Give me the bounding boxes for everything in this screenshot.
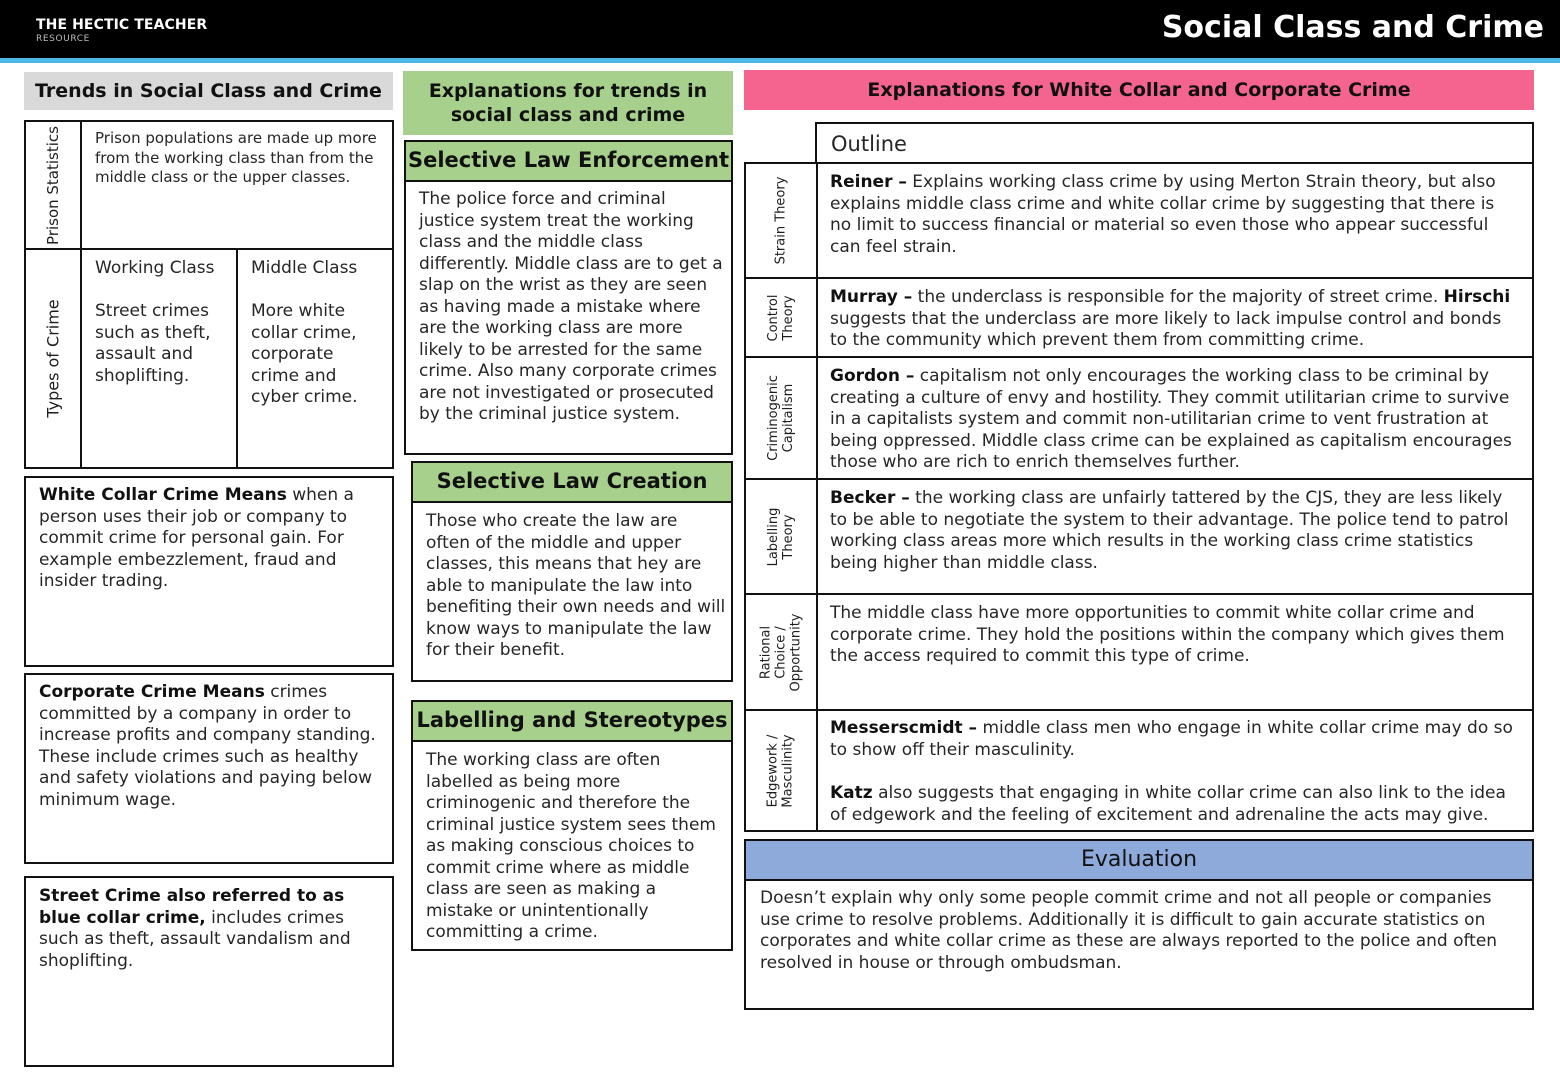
strain-theory-text: Reiner – Explains working class crime by using Merton Strain theory, but also explains middle class crime and white collar crime by suggesting that there is no limit to success financial or material so even those who appear successful can feel strain.	[830, 172, 1496, 257]
criminogenic-capitalism-text: Gordon – capitalism not only encourages the working class to be criminal by creating a culture of envy and hostility. They commit utilitarian crime to survive in a capitalists system and commit non-utilitarian crime to vent frustration at being oppressed. Middle class crime can be explained as capitalism encourages those who are rich to enrich themselves further.	[830, 366, 1512, 472]
corporate-crime-term: Corporate Crime Means	[39, 682, 265, 702]
street-crime-term: Street Crime also referred to as blue collar crime,	[39, 886, 345, 928]
working-class-text: Street crimes such as theft, assault and shoplifting.	[95, 301, 211, 386]
criminogenic-capitalism-label: Criminogenic Capitalism	[766, 375, 797, 461]
labelling-stereotypes-box	[411, 740, 733, 951]
header-accent-line	[0, 58, 1560, 63]
control-theory-text: Murray – the underclass is responsible for the majority of street crime. Hirschi suggests that the underclass are more likely to lack impulse control and bonds to the community which prevent them from committing crime.	[830, 287, 1511, 350]
selective-law-enforcement-box	[404, 180, 733, 455]
selective-law-creation-title: Selective Law Creation	[411, 461, 733, 503]
selective-law-enforcement-text: The police force and criminal justice system treat the working class and the middle class differently. Middle class are to get a slap on the wrist as they are seen as having made a mistake where are the working class are more likely to be arrested for the same crime. Also many corporate crimes are not investigated or prosecuted by the criminal justice system.	[419, 189, 723, 424]
types-of-crime-label: Types of Crime	[43, 299, 63, 418]
street-crime-text: includes crimes such as theft, assault vandalism and shoplifting.	[39, 907, 351, 971]
outline-header	[815, 122, 1534, 164]
white-collar-term: White Collar Crime Means	[39, 485, 287, 505]
edgework-masculinity-text-2: Katz also suggests that engaging in white collar crime can also link to the idea of edgework and the feeling of excitement and adrenaline the acts may give.	[830, 783, 1506, 825]
rational-choice-text: The middle class have more opportunities to commit white collar crime and corporate crime. They hold the positions within the company which gives them the access required to commit this type of crime.	[830, 603, 1505, 666]
brand-name: THE HECTIC TEACHER	[36, 17, 208, 33]
control-theory-label: Control Theory	[766, 294, 796, 341]
selective-law-enforcement-title: Selective Law Enforcement	[404, 140, 733, 182]
selective-law-creation-box	[411, 501, 733, 682]
theory-table	[744, 162, 1534, 832]
edgework-masculinity-text: Messerscmidt – middle class men who engage in white collar crime may do so to show off their masculinity.	[830, 718, 1513, 760]
outline-label: Outline	[831, 132, 907, 156]
working-class-title: Working Class	[95, 258, 215, 278]
labelling-theory-text: Becker – the working class are unfairly tattered by the CJS, they are less likely to be able to negotiate the system to their advantage. The police tend to patrol working class areas more which results in the working class crime statistics being higher than middle class.	[830, 488, 1509, 573]
edgework-masculinity-label: Edgework / Masculinity	[766, 733, 797, 808]
strain-theory-label: Strain Theory	[773, 176, 789, 265]
prison-statistics-text: Prison populations are made up more from the working class than from the middle class or the upper classes.	[95, 129, 377, 186]
trends-table	[24, 120, 394, 469]
prison-statistics-label: Prison Statistics	[43, 125, 62, 245]
brand-logo	[36, 17, 207, 45]
middle-class-text: More white collar crime, corporate crime and cyber crime.	[251, 301, 358, 407]
white-collar-heading: Explanations for White Collar and Corporate Crime	[744, 70, 1534, 110]
labelling-theory-label: Labelling Theory	[766, 507, 796, 566]
explanations-heading: Explanations for trends in social class and crime	[403, 71, 733, 135]
labelling-stereotypes-title: Labelling and Stereotypes	[411, 700, 733, 742]
labelling-stereotypes-text: The working class are often labelled as being more criminogenic and therefore the criminal justice system sees them as making conscious choices to commit crime where as middle class are seen as making a mistake or unintentionally committing a crime.	[426, 750, 716, 942]
middle-class-title: Middle Class	[251, 258, 358, 278]
corporate-crime-definition	[24, 673, 394, 864]
selective-law-creation-text: Those who create the law are often of the middle and upper classes, this means that hey are able to manipulate the law into benefiting their own needs and will know ways to manipulate the law for their benefit.	[426, 511, 726, 660]
evaluation-box	[744, 879, 1534, 1010]
corporate-crime-text: crimes committed by a company in order to increase profits and company standing. These include crimes such as healthy and safety violations and paying below minimum wage.	[39, 682, 376, 810]
evaluation-heading: Evaluation	[744, 839, 1534, 881]
page-title: Social Class and Crime	[1161, 10, 1544, 45]
trends-heading: Trends in Social Class and Crime	[24, 72, 393, 110]
brand-sub: RESOURCE	[36, 34, 90, 44]
rational-choice-label: Rational Choice / Opportunity	[758, 612, 804, 692]
white-collar-text: when a person uses their job or company to commit crime for personal gain. For example embezzlement, fraud and insider trading.	[39, 485, 354, 591]
header-bar	[0, 0, 1560, 58]
street-crime-definition	[24, 876, 394, 1067]
white-collar-definition	[24, 476, 394, 667]
evaluation-text: Doesn’t explain why only some people commit crime and not all people or companies use crime to resolve problems. Additionally it is difficult to gain accurate statistics on corporates and white collar crime as these are always reported to the police and often resolved in house or through ombudsman.	[760, 888, 1498, 973]
